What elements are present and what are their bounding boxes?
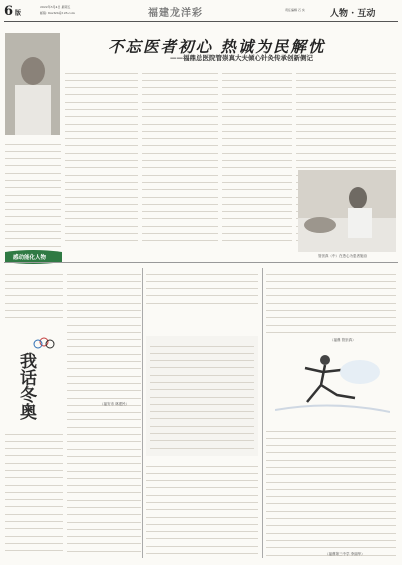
editor-line: 责任编辑 石 实 [285, 8, 305, 12]
poem-lines [150, 340, 254, 452]
article1-title: 不忘医者初心 热诚为民解忧 [108, 37, 326, 56]
article2-col4-bottom [266, 425, 396, 558]
byline-2: （福鼎 管崇真） [330, 338, 356, 342]
article2-col4-top [266, 268, 396, 338]
date-line: 2022年3月4日 星期五 [40, 5, 71, 9]
article1-col3 [142, 67, 218, 247]
portrait-photo [5, 33, 60, 135]
byline-3: （福鼎第三中学 李丽华） [325, 552, 365, 556]
article2-col3-bottom [146, 460, 258, 558]
skater-illustration [275, 350, 390, 420]
article1-col2 [65, 67, 138, 247]
article2-col1-top [5, 268, 63, 324]
article2-col1-bottom [5, 428, 63, 558]
article2-title-art [8, 330, 60, 420]
ribbon-label: 感动能化人物 [13, 255, 47, 261]
byline-1: （福安市 林建民） [100, 402, 130, 406]
article2-col2 [67, 268, 141, 558]
page-number: 6 [4, 4, 14, 19]
email-line: 邮箱: fnwhrb@126.com [40, 11, 75, 15]
edition-label: 版 [15, 10, 22, 17]
article2-col3-top [146, 268, 258, 308]
section-title: 人物 · 互动 [330, 9, 376, 19]
article1-col4 [222, 67, 292, 247]
masthead: 福建龙洋彩 [148, 8, 203, 19]
photo1-caption: 管崇真（中）在悉心为患者施治 [318, 254, 367, 258]
article1-col1 [5, 138, 61, 248]
poem-box [146, 336, 258, 456]
section-divider [4, 262, 398, 263]
header-rule [4, 21, 398, 22]
article2-title: 我话冬奥 [16, 352, 36, 420]
article1-subtitle: ——福鼎总医院管崇真大夫倾心针灸传承创新侧记 [170, 54, 313, 62]
column-rule-2 [262, 268, 263, 558]
treatment-photo [298, 170, 396, 252]
column-rule-1 [142, 268, 143, 558]
